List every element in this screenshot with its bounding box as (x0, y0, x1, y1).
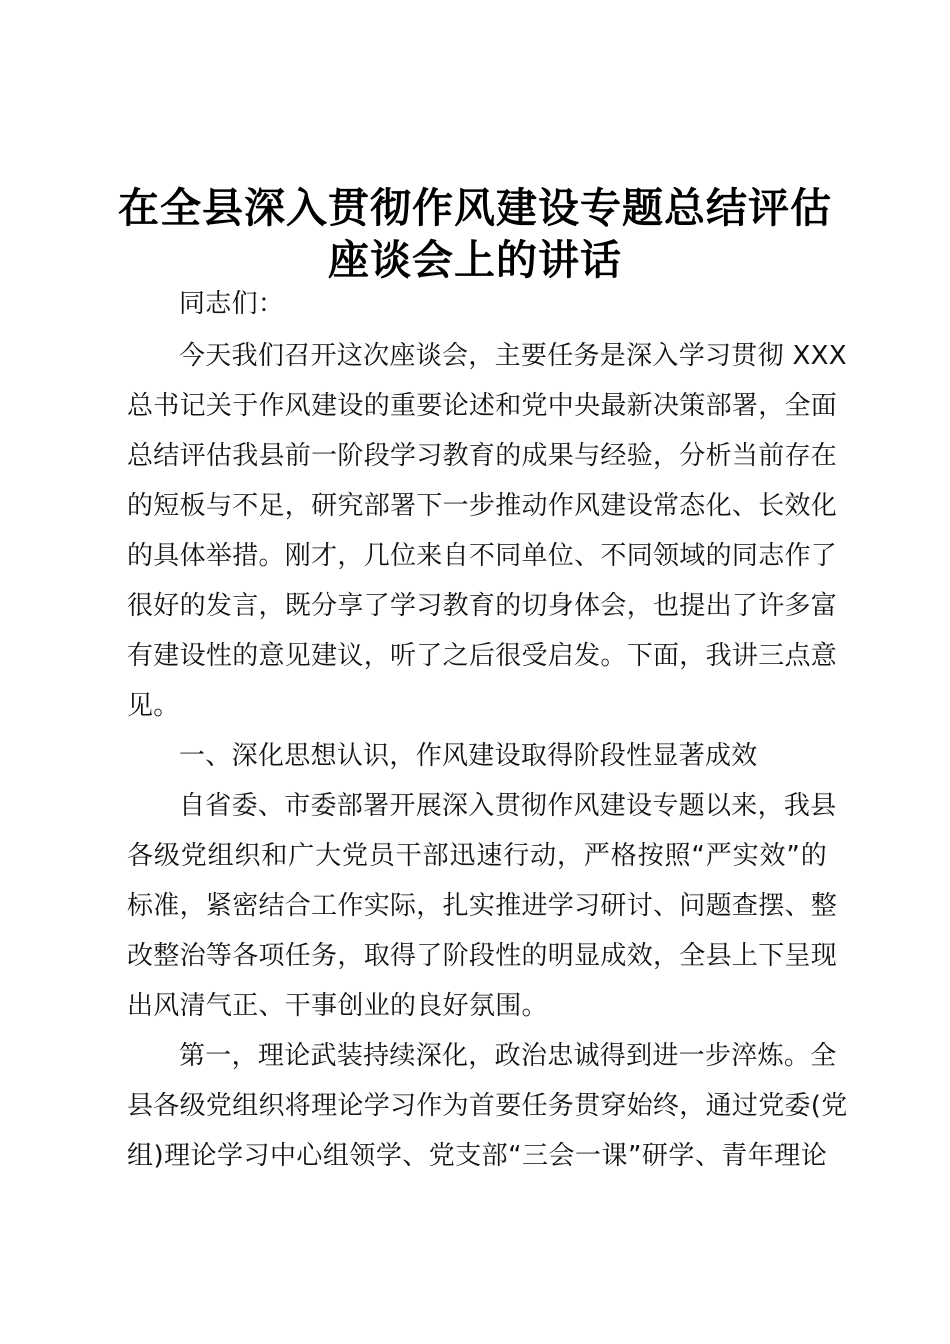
paragraph-line: 的具体举措。刚才，几位来自不同单位、不同领域的同志作了 (127, 541, 838, 571)
document-title-line-1: 在全县深入贯彻作风建设专题总结评估 (118, 184, 832, 232)
section-heading: 一、深化思想认识，作风建设取得阶段性显著成效 (179, 741, 758, 771)
paragraph-line: 有建设性的意见建议，听了之后很受启发。下面，我讲三点意 (127, 641, 838, 671)
paragraph-line: 各级党组织和广大党员干部迅速行动，严格按照“严实效”的 (127, 841, 827, 871)
paragraph-line: 第一，理论武装持续深化，政治忠诚得到进一步淬炼。全 (179, 1041, 837, 1071)
paragraph-line: 标准，紧密结合工作实际，扎实推进学习研讨、问题查摆、整 (127, 891, 838, 921)
paragraph-line: 出风清气正、干事创业的良好氛围。 (127, 991, 548, 1021)
paragraph-line: 自省委、市委部署开展深入贯彻作风建设专题以来，我县 (179, 791, 837, 821)
paragraph-line: 总结评估我县前一阶段学习教育的成果与经验，分析当前存在 (127, 441, 838, 471)
paragraph-line: 的短板与不足，研究部署下一步推动作风建设常态化、长效化 (127, 491, 838, 521)
paragraph-line: 很好的发言，既分享了学习教育的切身体会，也提出了许多富 (127, 591, 838, 621)
paragraph-line: 见。 (127, 691, 180, 721)
paragraph-line: 组)理论学习中心组领学、党支部“三会一课”研学、青年理论 (127, 1141, 827, 1171)
paragraph-line: 总书记关于作风建设的重要论述和党中央最新决策部署，全面 (127, 391, 838, 421)
paragraph-line: 县各级党组织将理论学习作为首要任务贯穿始终，通过党委(党 (127, 1091, 848, 1121)
salutation: 同志们： (179, 289, 285, 319)
paragraph-line: 改整治等各项任务，取得了阶段性的明显成效，全县上下呈现 (127, 941, 838, 971)
paragraph-line: 今天我们召开这次座谈会，主要任务是深入学习贯彻 XXX (179, 341, 847, 371)
document-title-line-2: 座谈会上的讲话 (328, 236, 622, 284)
